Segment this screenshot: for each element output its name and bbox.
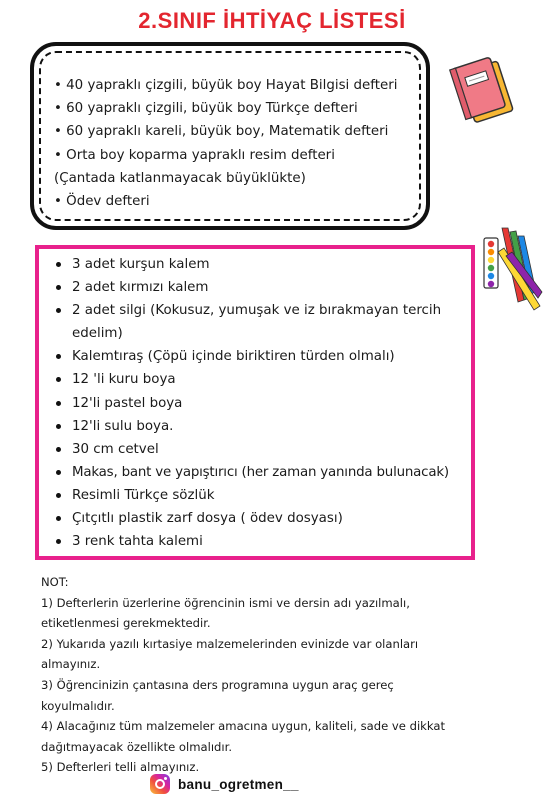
notebook-item: • Orta boy koparma yapraklı resim defteri: [54, 147, 335, 163]
list-item: Çıtçıtlı plastik zarf dosya ( ödev dosyası): [69, 507, 481, 530]
list-item: 3 renk tahta kalemi: [69, 530, 481, 553]
list-item: 2 adet kırmızı kalem: [69, 276, 481, 299]
note-line: almayınız.: [41, 657, 101, 672]
notebooks-illustration-icon: [445, 48, 525, 128]
note-line: 1) Defterlerin üzerlerine öğrencinin ismi ve dersin adı yazılmalı,: [41, 595, 410, 610]
notes-heading: NOT:: [41, 575, 69, 589]
notebook-item: • 40 yapraklı çizgili, büyük boy Hayat Bilgisi defteri: [54, 78, 398, 93]
notebooks-box: [30, 42, 430, 230]
list-item: 3 adet kurşun kalem: [69, 253, 481, 276]
art-supplies-illustration-icon: [480, 222, 544, 318]
notebook-item: • 60 yapraklı kareli, büyük boy, Matematik defteri: [54, 124, 389, 140]
instagram-icon: [150, 774, 170, 794]
note-line: 2) Yukarıda yazılı kırtasiye malzemelerinden evinizde var olanları: [41, 636, 419, 651]
list-item: 12'li sulu boya.: [69, 415, 481, 438]
notebook-item-note: (Çantada katlanmayacak büyüklükte): [54, 170, 306, 186]
page-title: 2.SINIF İHTİYAÇ LİSTESİ: [138, 8, 406, 33]
list-item: 12'li pastel boya: [69, 392, 481, 415]
list-item: Kalemtıraş (Çöpü içinde biriktiren türden olmalı): [69, 345, 481, 368]
notebook-item: • Ödev defteri: [54, 194, 150, 210]
list-item: Makas, bant ve yapıştırıcı (her zaman yanında bulunacak): [69, 461, 481, 484]
list-item: 12 'li kuru boya: [69, 368, 481, 391]
note-line: 3) Öğrencinizin çantasına ders programına uygun araç gereç: [41, 677, 394, 692]
note-line: 5) Defterleri telli almayınız.: [41, 760, 200, 775]
notes-section: [41, 572, 511, 778]
list-item: 2 adet silgi (Kokusuz, yumuşak ve iz bırakmayan tercih edelim): [69, 299, 481, 345]
note-line: dağıtmayacak özellikte olmalıdır.: [41, 739, 233, 754]
note-line: koyulmalıdır.: [41, 698, 115, 713]
note-line: etiketlenmesi gerekmektedir.: [41, 616, 211, 631]
list-item: Resimli Türkçe sözlük: [69, 484, 481, 507]
instagram-handle: banu_ogretmen__: [178, 776, 299, 792]
supplies-box: [35, 245, 475, 560]
supplies-list: [69, 253, 481, 553]
note-line: 4) Alacağınız tüm malzemeler amacına uygun, kaliteli, sade ve dikkat: [41, 719, 446, 734]
notebook-item: • 60 yapraklı çizgili, büyük boy Türkçe defteri: [54, 101, 358, 117]
social-handle: [150, 773, 299, 795]
list-item: 30 cm cetvel: [69, 438, 481, 461]
